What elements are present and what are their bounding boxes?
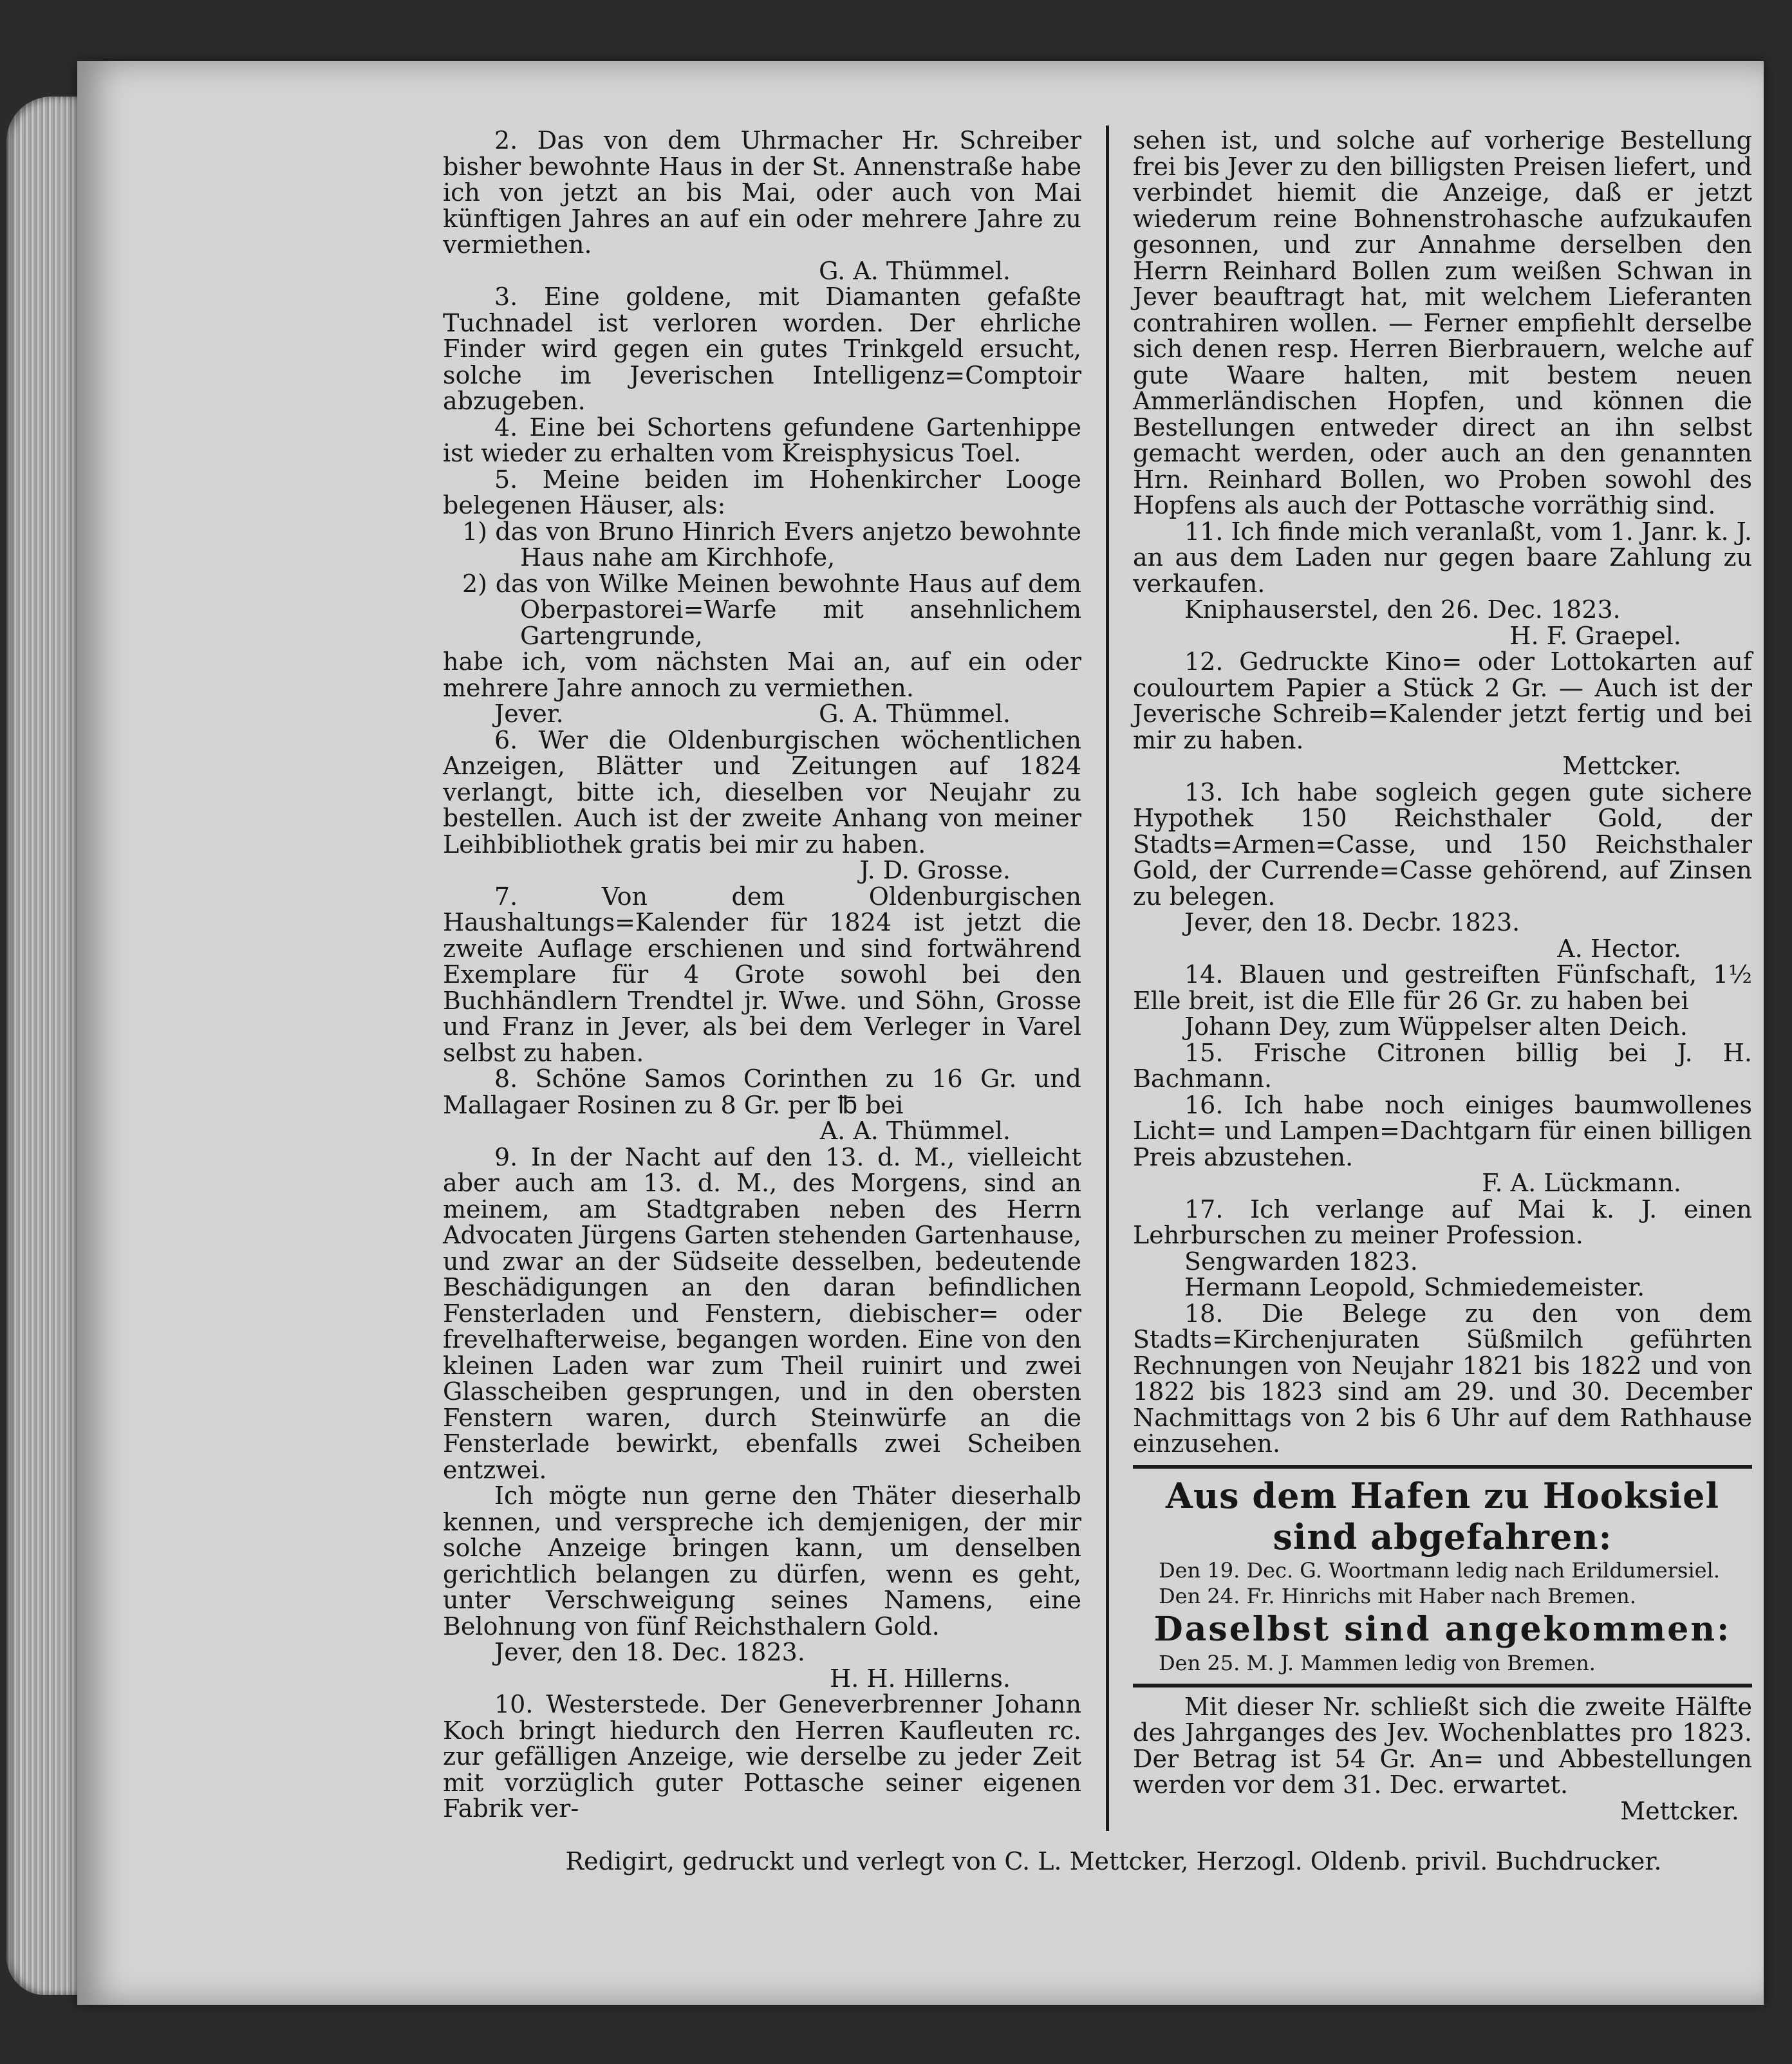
shipping-departures-heading: Aus dem Hafen zu Hooksiel sind abgefahren: [1165,1474,1720,1557]
notice-9-continued: Ich mögte nun gerne den Thäter dieserhalb kennen, und verspreche ich demjenigen, der mir solche Anzeige bringen kann, um denselben gerichtlich belangen zu dürfen, wenn es geht, unter Verschweigung seines Namens, eine Belohnung von fünf Reichsthalern Gold. [443,1482,1081,1641]
imprint-footer: Redigirt, gedruckt und verlegt von C. L. Mettcker, Herzogl. Oldenb. privil. Buchdrucker. [565,1847,1662,1875]
notice-9: 9. In der Nacht auf den 13. d. M., vielleicht aber auch am 13. d. M., des Morgens, sind an meinem, am Stadtgraben neben des Herrn Advocaten Jürgens Garten stehenden Gartenhause, und zwar an der Südseite desselben, bedeutende Beschädigungen an den daran befindlichen Fensterladen und Fenstern, diebischer= oder frevelhafterweise, begangen worden. Eine von den kleinen Laden war zum Theil ruinirt und zwei Glasscheiben gesprungen, und in den obersten Fenstern waren, durch Steinwürfe an die Fensterlade bewirkt, ebenfalls zwei Scheiben entzwei. [443,1142,1081,1484]
notice-2-signature: G. A. Thümmel. [819,256,1011,285]
notice-16-signature: F. A. Lückmann. [1482,1169,1681,1197]
notice-5: 5. Meine beiden im Hohenkircher Looge belegenen Häuser, als: [443,465,1081,519]
notice-8: 8. Schöne Samos Corinthen zu 16 Gr. und Mallagaer Rosinen zu 8 Gr. per ℔ bei [443,1065,1081,1119]
notice-11: 11. Ich finde mich veranlaßt, vom 1. Janr. k. J. an aus dem Laden nur gegen baare Zahlung zu verkaufen. [1133,517,1752,598]
notice-2: 2. Das von dem Uhrmacher Hr. Schreiber bisher bewohnte Haus in der St. Annenstraße habe ich von jetzt an bis Mai, oder auch von Mai künftigen Jahres an auf ein oder mehrere Jahre zu vermiethen. [443,126,1081,259]
notice-5-signature: G. A. Thümmel. [819,700,1011,728]
right-column [1133,127,1752,1824]
notice-14: 14. Blauen und gestreiften Fünfschaft, 1½ Elle breit, ist die Elle für 26 Gr. zu haben bei [1133,960,1752,1015]
notice-9-signature: H. H. Hillerns. [830,1664,1011,1693]
notice-17-place: Sengwarden 1823. [1184,1247,1418,1276]
notice-3: 3. Eine goldene, mit Diamanten gefaßte Tuchnadel ist verloren worden. Der ehrliche Finder wird gegen ein gutes Trinkgeld ersucht, solche im Jeverischen Intelligenz=Comptoir abzugeben. [443,283,1081,415]
departure-1: Den 19. Dec. G. Woortmann ledig nach Erildumersiel. [1159,1557,1721,1583]
notice-18: 18. Die Belege zu den von dem Stadts=Kirchenjuraten Süßmilch geführten Rechnungen von Neujahr 1821 bis 1822 und von 1822 bis 1823 sind am 29. und 30. December Nachmittags von 2 bis 6 Uhr auf dem Rathhause einzusehen. [1133,1299,1752,1458]
notice-5-signoff [443,701,1081,727]
notice-10: 10. Westerstede. Der Geneverbrenner Johann Koch bringt hiedurch den Herren Kaufleuten rc. zur gefälligen Anzeige, wie derselbe zu jeder Zeit mit vorzüglich guter Pottasche seiner eigenen Fabrik ver- [443,1690,1081,1823]
notice-4: 4. Eine bei Schortens gefundene Gartenhippe ist wieder zu erhalten vom Kreisphysicus Toel. [443,413,1081,467]
arrival-1: Den 25. M. J. Mammen ledig von Bremen. [1159,1650,1596,1675]
notice-5-place: Jever. [494,700,564,728]
notice-17-signature: Hermann Leopold, Schmiedemeister. [1184,1273,1645,1301]
notice-17: 17. Ich verlange auf Mai k. J. einen Lehrburschen zu meiner Profession. [1133,1195,1752,1249]
notice-11-signature: H. F. Graepel. [1509,621,1681,650]
shipping-arrivals-heading: Daselbst sind angekommen: [1153,1609,1731,1649]
notice-5-item-2: 2) das von Wilke Meinen bewohnte Haus auf dem Oberpastorei=Warfe mit ansehnlichem Gartengrunde, [462,569,1081,650]
notice-10-continued: sehen ist, und solche auf vorherige Bestellung frei bis Jever zu den billigsten Preisen liefert, und verbindet hiemit die Anzeige, daß er jetzt wiederum reine Bohnenstrohasche aufzukaufen gesonnen, und zur Annahme derselben den Herrn Reinhard Bollen zum weißen Schwan in Jever beauftragt hat, mit welchem Lieferanten contrahiren wollen. — Ferner empfiehlt derselbe sich denen resp. Herren Bierbrauern, welche auf gute Waare halten, mit bestem neuen Ammerländischen Hopfen, und können die Bestellungen entweder direct an ihn selbst gemacht werden, oder auch an den genannten Hrn. Reinhard Bollen, wo Proben sowohl des Hopfens als auch der Pottasche vorräthig sind. [1133,126,1752,519]
closing-signature: Mettcker. [1620,1796,1739,1825]
notice-6: 6. Wer die Oldenburgischen wöchentlichen Anzeigen, Blätter und Zeitungen auf 1824 verlangt, bitte ich, dieselben vor Neujahr zu bestellen. Auch ist der zweite Anhang von meiner Leihbibliothek gratis bei mir zu haben. [443,725,1081,859]
notice-12: 12. Gedruckte Kino= oder Lottokarten auf coulourtem Papier a Stück 2 Gr. — Auch ist der Jeverische Schreib=Kalender jetzt fertig und bei mir zu haben. [1133,647,1752,754]
closing-notice: Mit dieser Nr. schließt sich die zweite Hälfte des Jahrganges des Jev. Wochenblattes pro 1823. Der Betrag ist 54 Gr. An= und Abbestellungen werden vor dem 31. Dec. erwartet. [1133,1692,1752,1799]
left-column [443,127,1081,1822]
section-rule [1133,1465,1752,1469]
notice-5-item-1: 1) das von Bruno Hinrich Evers anjetzo bewohnte Haus nahe am Kirchhofe, [462,517,1081,572]
notice-5-end: habe ich, vom nächsten Mai an, auf ein oder mehrere Jahre annoch zu vermiethen. [443,647,1081,702]
notice-13-place: Jever, den 18. Decbr. 1823. [1184,908,1520,936]
notice-14-signature: Johann Dey, zum Wüppelser alten Deich. [1184,1012,1688,1041]
notice-15: 15. Frische Citronen billig bei J. H. Bachmann. [1133,1038,1752,1093]
column-divider [1106,126,1109,1831]
notice-11-place: Kniphauserstel, den 26. Dec. 1823. [1184,595,1621,624]
notice-13: 13. Ich habe sogleich gegen gute sichere Hypothek 150 Reichsthaler Gold, der Stadts=Armen=Casse, und 150 Reichsthaler Gold, der Currende=Casse gehörend, auf Zinsen zu belegen. [1133,777,1752,911]
notice-6-signature: J. D. Grosse. [859,856,1011,884]
notice-16: 16. Ich habe noch einiges baumwollenes Licht= und Lampen=Dachtgarn für einen billigen Preis abzustehen. [1133,1090,1752,1171]
notice-8-signature: A. A. Thümmel. [819,1117,1011,1145]
section-rule-2 [1133,1684,1752,1687]
notice-13-signature: A. Hector. [1557,934,1681,963]
notice-9-place: Jever, den 18. Dec. 1823. [494,1638,805,1666]
notice-7: 7. Von dem Oldenburgischen Haushaltungs=Kalender für 1824 ist jetzt die zweite Auflage erschienen und sind fortwährend Exemplare für 4 Grote sowohl bei den Buchhändlern Trendtel jr. Wwe. und Söhn, Grosse und Franz in Jever, als bei dem Verleger in Varel selbst zu haben. [443,882,1081,1067]
notice-12-signature: Mettcker. [1562,752,1681,780]
departure-2: Den 24. Fr. Hinrichs mit Haber nach Bremen. [1159,1583,1636,1608]
